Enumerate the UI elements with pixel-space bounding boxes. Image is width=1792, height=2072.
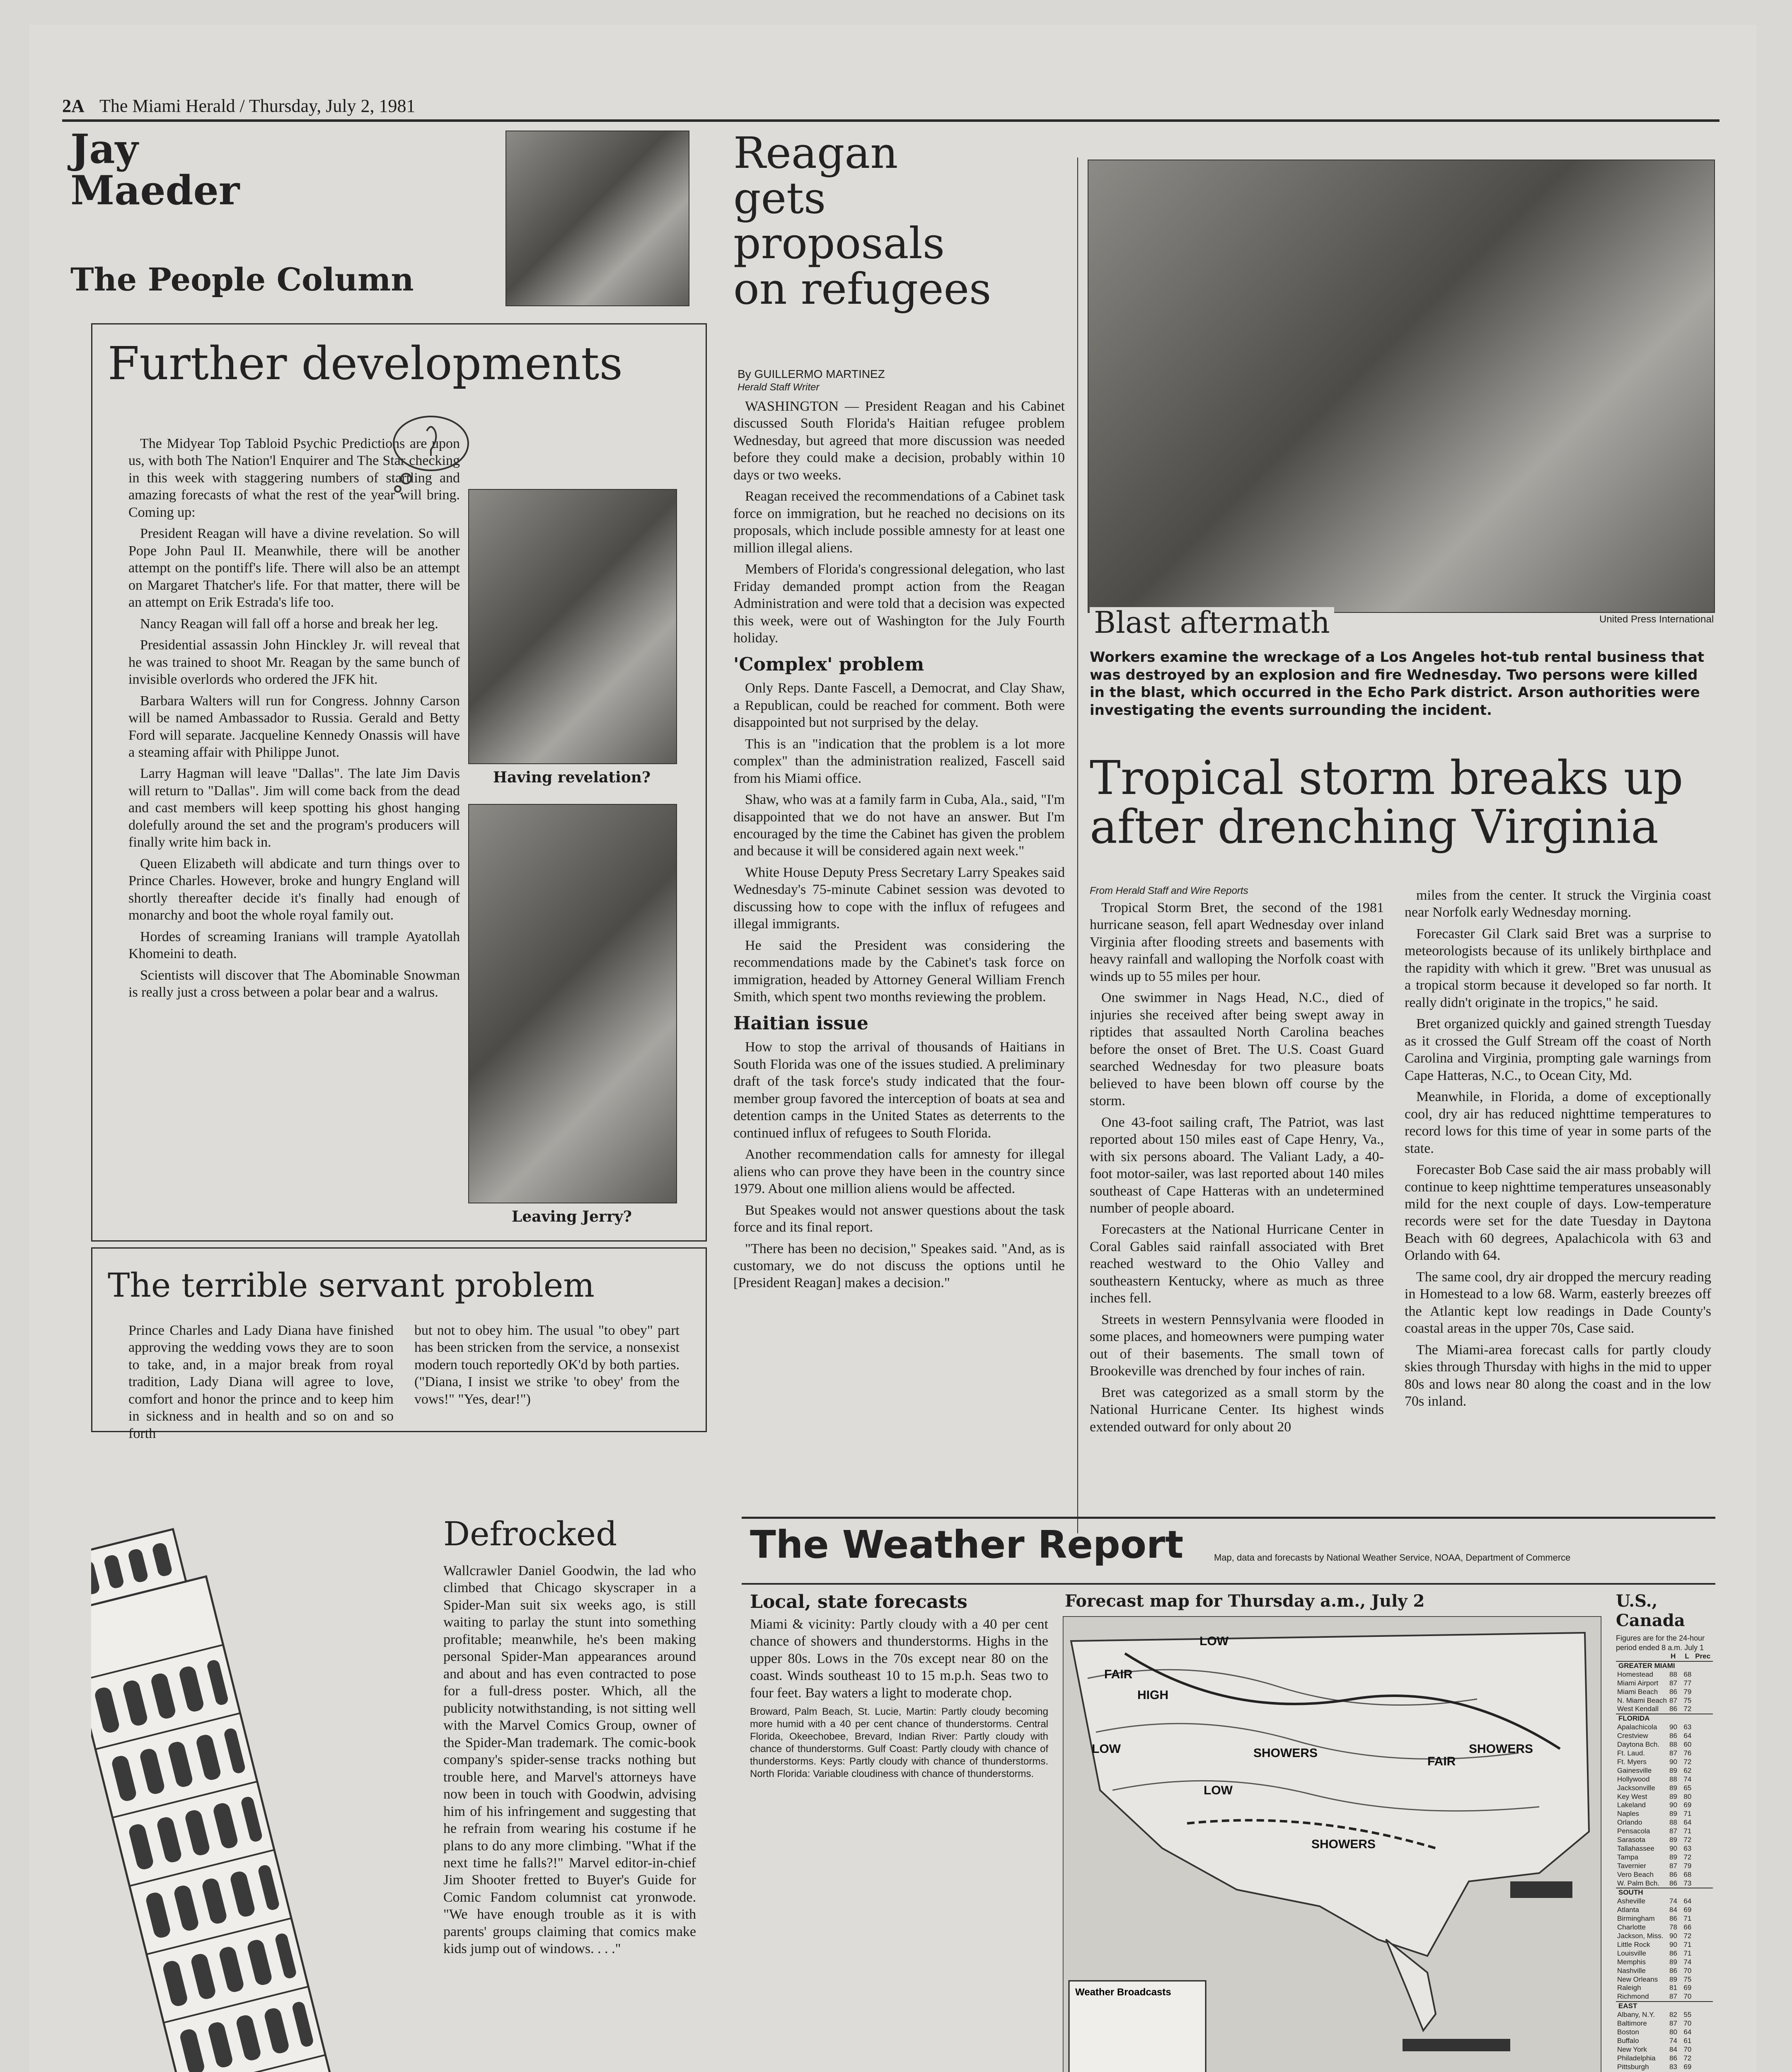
column-divider [1077,157,1078,1533]
us-canada-table: U.S., Canada Figures are for the 24-hour period ended 8 a.m. July 1 H L Prec GREATER MIAMI Homestead 88 68 Miami Airport 87 77 Miami Beach 86 79 N. Miami Beach 87 75 West Kendall 86 72 FLORIDA Apalachicola 90 63 Crestview 86 64 Daytona Bch. 88 60 Ft. Laud. 87 76 Ft. Myers 90 72 Gainesville 89 62 Hollywood 88 74 Jacksonville 89 65 Key West 89 80 Lakeland 90 69 Naples 89 71 Orlando 88 64 Pensacola 87 71 Sarasota 89 72 Tallahassee 90 63 Tampa 89 72 Tavernier 87 79 Vero Beach 86 68 W. Palm Bch. 86 73 SOUTH Asheville 74 64 Atlanta 84 69 Birmingham 86 71 Charlotte 78 66 Jackson, Miss. 90 72 Little Rock 90 71 Louisville 86 71 Memphis 89 74 Nashville 86 70 New Orleans 89 75 Raleigh 81 69 Richmond 87 70 EAST Albany, N.Y. 82 55 Baltimore 87 70 Boston 80 64 Buffalo 74 61 New York 84 70 Philadelphia 86 72 Pittsburgh 83 69 [1616,1591,1719,2072]
table-row: N. Miami Beach 87 75 [1617,1696,1692,1704]
table-row: Jackson, Miss. 90 72 [1617,1932,1692,1940]
column-name: The People Column [70,261,414,298]
newspaper-page [29,25,1757,2072]
blast-caption: Workers examine the wreckage of a Los Angeles hot-tub rental business that was destroyed by an explosion and fire Wednesday. Two persons were killed in the blast, which occurred in the Echo Park district. Arson authorities were investigating the events surrounding the incident. [1090,649,1705,719]
map-title: Forecast map for Thursday a.m., July 2 [1065,1591,1425,1611]
betty-ford-photo [468,804,677,1203]
table-row: Raleigh 81 69 [1617,1984,1692,1992]
table-row: New York 84 70 [1617,2045,1692,2053]
map-label-showers-3: SHOWERS [1311,1837,1376,1851]
weather-credit: Map, data and forecasts by National Weather Service, NOAA, Department of Commerce [1214,1552,1571,1563]
table-row: Ft. Laud. 87 76 [1617,1749,1692,1757]
table-row: Naples 89 71 [1617,1810,1692,1818]
table-row: Lakeland 90 69 [1617,1801,1692,1809]
refugee-story: WASHINGTON — President Reagan and his Cabinet discussed South Florida's Haitian refugee problem Wednesday, but agreed that more discussion was needed before they could make a decision, probably within 10 days or two weeks. Reagan received the recommendations of a Cabinet task force on immigration, but he reached no decisions on its proposals, which include possible amnesty for at least one million illegal aliens. Members of Florida's congressional delegation, who last Friday demanded prompt action from the Reagan Administration and were told that a decision was expected this week, were out of Washington for the July Fourth holiday. 'Complex' problem Only Reps. Dante Fascell, a Democrat, and Clay Shaw, a Republican, could be reached for comment. Both were disappointed but not surprised by the delay. This is an "indication that the problem is a lot more complex" than the administration realized, Fascell said from his Miami office. Shaw, who was at a family farm in Cuba, Ala., said, "I'm disappointed that we do not have an answer. But I'm encouraged by the time the Cabinet has given the problem and because it will be considered again next week." White House Deputy Press Secretary Larry Speakes said Wednesday's 75-minute Cabinet session was devoted to discussing how to cope with the influx of refugees and illegal immigrants. He said the President was considering the recommendations made by the Cabinet's task force on immigration, headed by Attorney General William French Smith, which spent two months reviewing the problem. Haitian issue How to stop the arrival of thousands of Haitians in South Florida was one of the issues studied. A preliminary draft of the task force's study indicated that the four-member group favored the interception of boats at sea and detention camps in the United States as deterrents to the continued influx of refugees to South Florida. Another recommendation calls for amnesty for illegal aliens who can prove they have been in the country since 1979. About one million aliens would be affected. But Speakes would not answer questions about the task force and its final report. "There has been no decision," Speakes said. "And, as is customary, we do not discuss the options until he [President Reagan] makes a decision." [733,399,1065,1291]
column-author-first: Jay [70,126,138,172]
table-row: Homestead 88 68 [1617,1670,1692,1678]
table-row: Louisville 86 71 [1617,1949,1692,1957]
table-row: Daytona Bch. 88 60 [1617,1740,1692,1749]
refugee-byline: By GUILLERMO MARTINEZ [738,368,885,380]
table-row: Miami Airport 87 77 [1617,1679,1692,1687]
folio-line: The Miami Herald / Thursday, July 2, 1981 [99,96,416,116]
map-label-fair-2: FAIR [1427,1755,1456,1768]
caption-revelation: Having revelation? [493,769,651,786]
section-header: SOUTH [1616,1888,1713,1897]
section-header: FLORIDA [1616,1714,1713,1723]
table-row: Nashville 86 70 [1617,1966,1692,1975]
defrocked-text: Wallcrawler Daniel Goodwin, the lad who climbed that Chicago skyscraper in a Spider-Man suit six weeks ago, is still waiting to parlay the stunt into something profitable; meanwhile, he's been making personal Spider-Man appearances around and about and has even contracted to pose for a full-dress poster. Which, all the publicity notwithstanding, is not sitting well with the Marvel Comics Group, owner of the Spider-Man trademark. The comic-book company's spider-sense tracks nothing but trouble here, and Marvel's attorneys have now been in touch with Goodwin, advising him of his infringement and suggesting that he refrain from wearing his costume if he plans to do any more climbing. "What if the next time he falls?!" Marvel editor-in-chief Jim Shooter fretted to Buyer's Guide for Comic Fandom columnist cat yronwode. "We have enough trouble as it is with parents' groups claiming that comics make kids jump out of windows. . . ." [443,1563,696,1957]
caption-jerry: Leaving Jerry? [512,1208,632,1225]
blast-photo [1088,160,1715,613]
table-row: Memphis 89 74 [1617,1958,1692,1966]
servant-col1: Prince Charles and Lady Diana have finished approving the wedding vows they are to soon to take, and, in a major break from royal tradition, Lady Diana will agree to love, comfort and honor the prince and to keep him in sickness and in health and so on and so forth [128,1323,394,1441]
photo-credit: United Press International [1599,614,1714,625]
weather-sub-rule [742,1583,1715,1585]
broadcasts-title: Weather Broadcasts [1075,1987,1171,1998]
table-row: Philadelphia 86 72 [1617,2054,1692,2062]
servant-col2: but not to obey him. The usual "to obey" part has been stricken from the service, a nonsexist modern touch reportedly OK'd by both parties. ("Diana, I insist we strike 'to obey' from the vows!" "Yes, dear!") [414,1323,680,1407]
storm-source: From Herald Staff and Wire Reports [1090,885,1248,896]
columnist-photo [505,131,689,306]
table-row: West Kendall 86 72 [1617,1705,1692,1713]
table-row: Gainesville 89 62 [1617,1766,1692,1774]
table-row: Tampa 89 72 [1617,1853,1692,1861]
us-canada-rows: H L Prec GREATER MIAMI Homestead 88 68 Miami Airport 87 77 Miami Beach 86 79 N. Miami Beach 87 75 West Kendall 86 72 FLORIDA Apalachicola 90 63 Crestview 86 64 Daytona Bch. 88 60 Ft. Laud. 87 76 Ft. Myers 90 72 Gainesville 89 62 Hollywood 88 74 Jacksonville 89 65 Key West 89 80 Lakeland 90 69 Naples 89 71 Orlando 88 64 Pensacola 87 71 Sarasota 89 72 Tallahassee 90 63 Tampa 89 72 Tavernier 87 79 Vero Beach 86 68 W. Palm Bch. 86 73 SOUTH Asheville 74 64 Atlanta 84 69 Birmingham 86 71 Charlotte 78 66 Jackson, Miss. 90 72 Little Rock 90 71 Louisville 86 71 Memphis 89 74 Nashville 86 70 New Orleans 89 75 Raleigh 81 69 Richmond 87 70 EAST Albany, N.Y. 82 55 Baltimore 87 70 Boston 80 64 Buffalo 74 61 New York 84 70 Philadelphia 86 72 Pittsburgh 83 69 [1616,1652,1713,2072]
map-label-low-2: LOW [1092,1742,1121,1756]
table-row: Key West 89 80 [1617,1792,1692,1801]
forecast-map [1063,1616,1601,2072]
table-row: Vero Beach 86 68 [1617,1870,1692,1878]
refugee-byline-role: Herald Staff Writer [738,382,820,393]
weather-title: The Weather Report [750,1523,1184,1567]
servant-headline: The terrible servant problem [108,1266,595,1305]
storm-col1: Tropical Storm Bret, the second of the 1981 hurricane season, fell apart Wednesday over inland Virginia after flooding streets and basements with heavy rainfall and walloping the Norfolk coast with winds up to 55 miles per hour. One swimmer in Nags Head, N.C., died of injuries she received after being swept away in riptides that assaulted North Carolina beaches before the onset of Bret. The U.S. Coast Guard searched Wednesday for two pleasure boats believed to have been blown off course by the storm. One 43-foot sailing craft, The Patriot, was last reported about 150 miles east of Cape Henry, Va., with six persons aboard. The Valiant Lady, a 40-foot motor-sailer, was last reported about 140 miles southeast of Cape Hatteras with an undetermined number of people aboard. Forecasters at the National Hurricane Center in Coral Gables said rainfall associated with Bret reached westward to the Ohio Valley and southeastern Kentucky, where as much as three inches fell. Streets in western Pennsylvania were flooded in some places, and homeowners were pumping water out of their basements. The small town of Brookeville was drenched by four inches of rain. Bret was categorized as a small storm by the National Hurricane Center. Its highest winds extended outward for only about 20 [1090,900,1384,1435]
table-row: Hollywood 88 74 [1617,1775,1692,1783]
table-row: Boston 80 64 [1617,2028,1692,2036]
table-row: Miami Beach 86 79 [1617,1687,1692,1696]
section-header: EAST [1616,2002,1713,2011]
table-row: Albany, N.Y. 82 55 [1617,2011,1692,2019]
table-row: Crestview 86 64 [1617,1732,1692,1740]
map-label-low-1: LOW [1200,1634,1229,1648]
thought-bubble-icon [389,410,472,493]
table-row: Asheville 74 64 [1617,1897,1692,1905]
column-author-last: Maeder [70,167,240,214]
map-label-low-3: LOW [1204,1784,1233,1797]
table-row: Apalachicola 90 63 [1617,1723,1692,1731]
table-row: Pensacola 87 71 [1617,1827,1692,1835]
table-row: Charlotte 78 66 [1617,1923,1692,1932]
weather-top-rule [742,1517,1715,1519]
local-forecasts: Local, state forecasts Miami & vicinity: Partly cloudy with a 40 per cent chance of showers and thunderstorms. Highs in the upper 80s. Lows in the 70s except near 80 on the coast. Winds southeast 10 to 15 m.p.h. Seas two to four feet. Bay waters a light to moderate chop. Broward, Palm Beach, St. Lucie, Martin: Partly cloudy becoming more humid with a 40 per cent chance of thunderstorms. Central Florida, Okeechobee, Brevard, Indian River: Partly cloudy with chance of thunderstorms. Gulf Coast: Partly cloudy with chance of thunderstorms. Keys: Partly cloudy with chance of thunderstorms. North Florida: Variable cloudiness with chance of thunderstorms. [750,1591,1048,1780]
further-headline: Further developments [108,337,623,390]
reagan-photo [468,489,677,764]
table-row: Buffalo 74 61 [1617,2036,1692,2045]
table-row: Jacksonville 89 65 [1617,1784,1692,1792]
table-row: Orlando 88 64 [1617,1818,1692,1827]
table-row: Baltimore 87 70 [1617,2019,1692,2028]
further-text: The Midyear Top Tabloid Psychic Predictions are upon us, with both The Nation'l Enquirer and The Star checking in this week with staggering numbers of startling and amazing forecasts of what the rest of the year will bring. Coming up: President Reagan will have a divine revelation. So will Pope John Paul II. Meanwhile, there will be another attempt on the pontiff's life. There will also be an attempt on Margaret Thatcher's life. For that matter, there will be an attempt on Erik Estrada's life too. Nancy Reagan will fall off a horse and break her leg. Presidential assassin John Hinckley Jr. will reveal that he was trained to shoot Mr. Reagan by the same bunch of invisible overlords who ordered the JFK hit. Barbara Walters will run for Congress. Johnny Carson will be named Ambassador to Russia. Gerald and Betty Ford will separate. Jacqueline Kennedy Onassis will have a steaming affair with Philippe Junot. Larry Hagman will leave "Dallas". The late Jim Davis will return to "Dallas". Jim will come back from the dead and cast members will keep spotting his ghost hanging dolefully around the set and the program's producers will finally write him back in. Queen Elizabeth will abdicate and turn things over to Prince Charles. However, broke and hungry England will shortly thereafter decide it's finally had enough of monarchy and boot the whole royal family out. Hordes of screaming Iranians will trample Ayatollah Khomeini to death. Scientists will discover that The Abominable Snowman is really just a cross between a polar bear and a walrus. [128,436,460,1000]
table-row: Atlanta 84 69 [1617,1906,1692,1914]
map-label-showers-1: SHOWERS [1253,1746,1318,1760]
refugee-headline: Reagan gets proposals on refugees [733,128,992,314]
table-row: W. Palm Bch. 86 73 [1617,1879,1692,1887]
section-header: GREATER MIAMI [1616,1661,1713,1670]
table-row: Little Rock 90 71 [1617,1940,1692,1949]
table-row: Ft. Myers 90 72 [1617,1757,1692,1766]
blast-headline: Blast aftermath [1090,607,1334,639]
defrocked-headline: Defrocked [443,1515,617,1553]
table-row: New Orleans 89 75 [1617,1975,1692,1983]
table-row: Tavernier 87 79 [1617,1861,1692,1870]
table-row: Birmingham 86 71 [1617,1915,1692,1923]
storm-headline: Tropical storm breaks up after drenching Virginia [1090,751,1683,854]
table-row: Richmond 87 70 [1617,1992,1692,2001]
page-number: 2A [62,96,85,116]
table-row: Pittsburgh 83 69 [1617,2062,1692,2071]
table-row: Tallahassee 90 63 [1617,1844,1692,1852]
table-row: Sarasota 89 72 [1617,1836,1692,1844]
map-label-high: HIGH [1137,1688,1168,1702]
storm-col3: miles from the center. It struck the Virginia coast near Norfolk early Wednesday morning. Forecaster Gil Clark said Bret was a surprise to meteorologists because of its unlikely birthplace and the rapidity with which it grew. "Bret was unusual as a tropical storm because it developed so far north. It really didn't originate in the tropics," he said. Bret organized quickly and gained strength Tuesday as it crossed the Gulf Stream off the coast of North Carolina and Virginia, prompting gale warnings from Cape Hatteras, N.C., to Ocean City, Md. Meanwhile, in Florida, a dome of exceptionally cool, dry air has reduced nighttime temperatures to record lows for this time of year in some parts of the state. Forecaster Bob Case said the air mass probably will continue to keep nighttime temperatures unseasonably mild for the next couple of days. Low-temperature records were set for the date Tuesday in Daytona Beach with 60 degrees, Apalachicola with 63 and Orlando with 64. The same cool, dry air dropped the mercury reading in Homestead to a low 68. Warm, easterly breezes off the Atlantic kept low readings in Dade County's coastal areas in the upper 70s, Case said. The Miami-area forecast calls for partly cloudy skies through Thursday with highs in the mid to upper 80s and lows near 80 along the coast and in the low 70s inland. [1405,888,1711,1409]
map-label-showers-2: SHOWERS [1469,1742,1533,1756]
top-rule [62,119,1719,122]
map-label-fair-1: FAIR [1104,1668,1133,1681]
